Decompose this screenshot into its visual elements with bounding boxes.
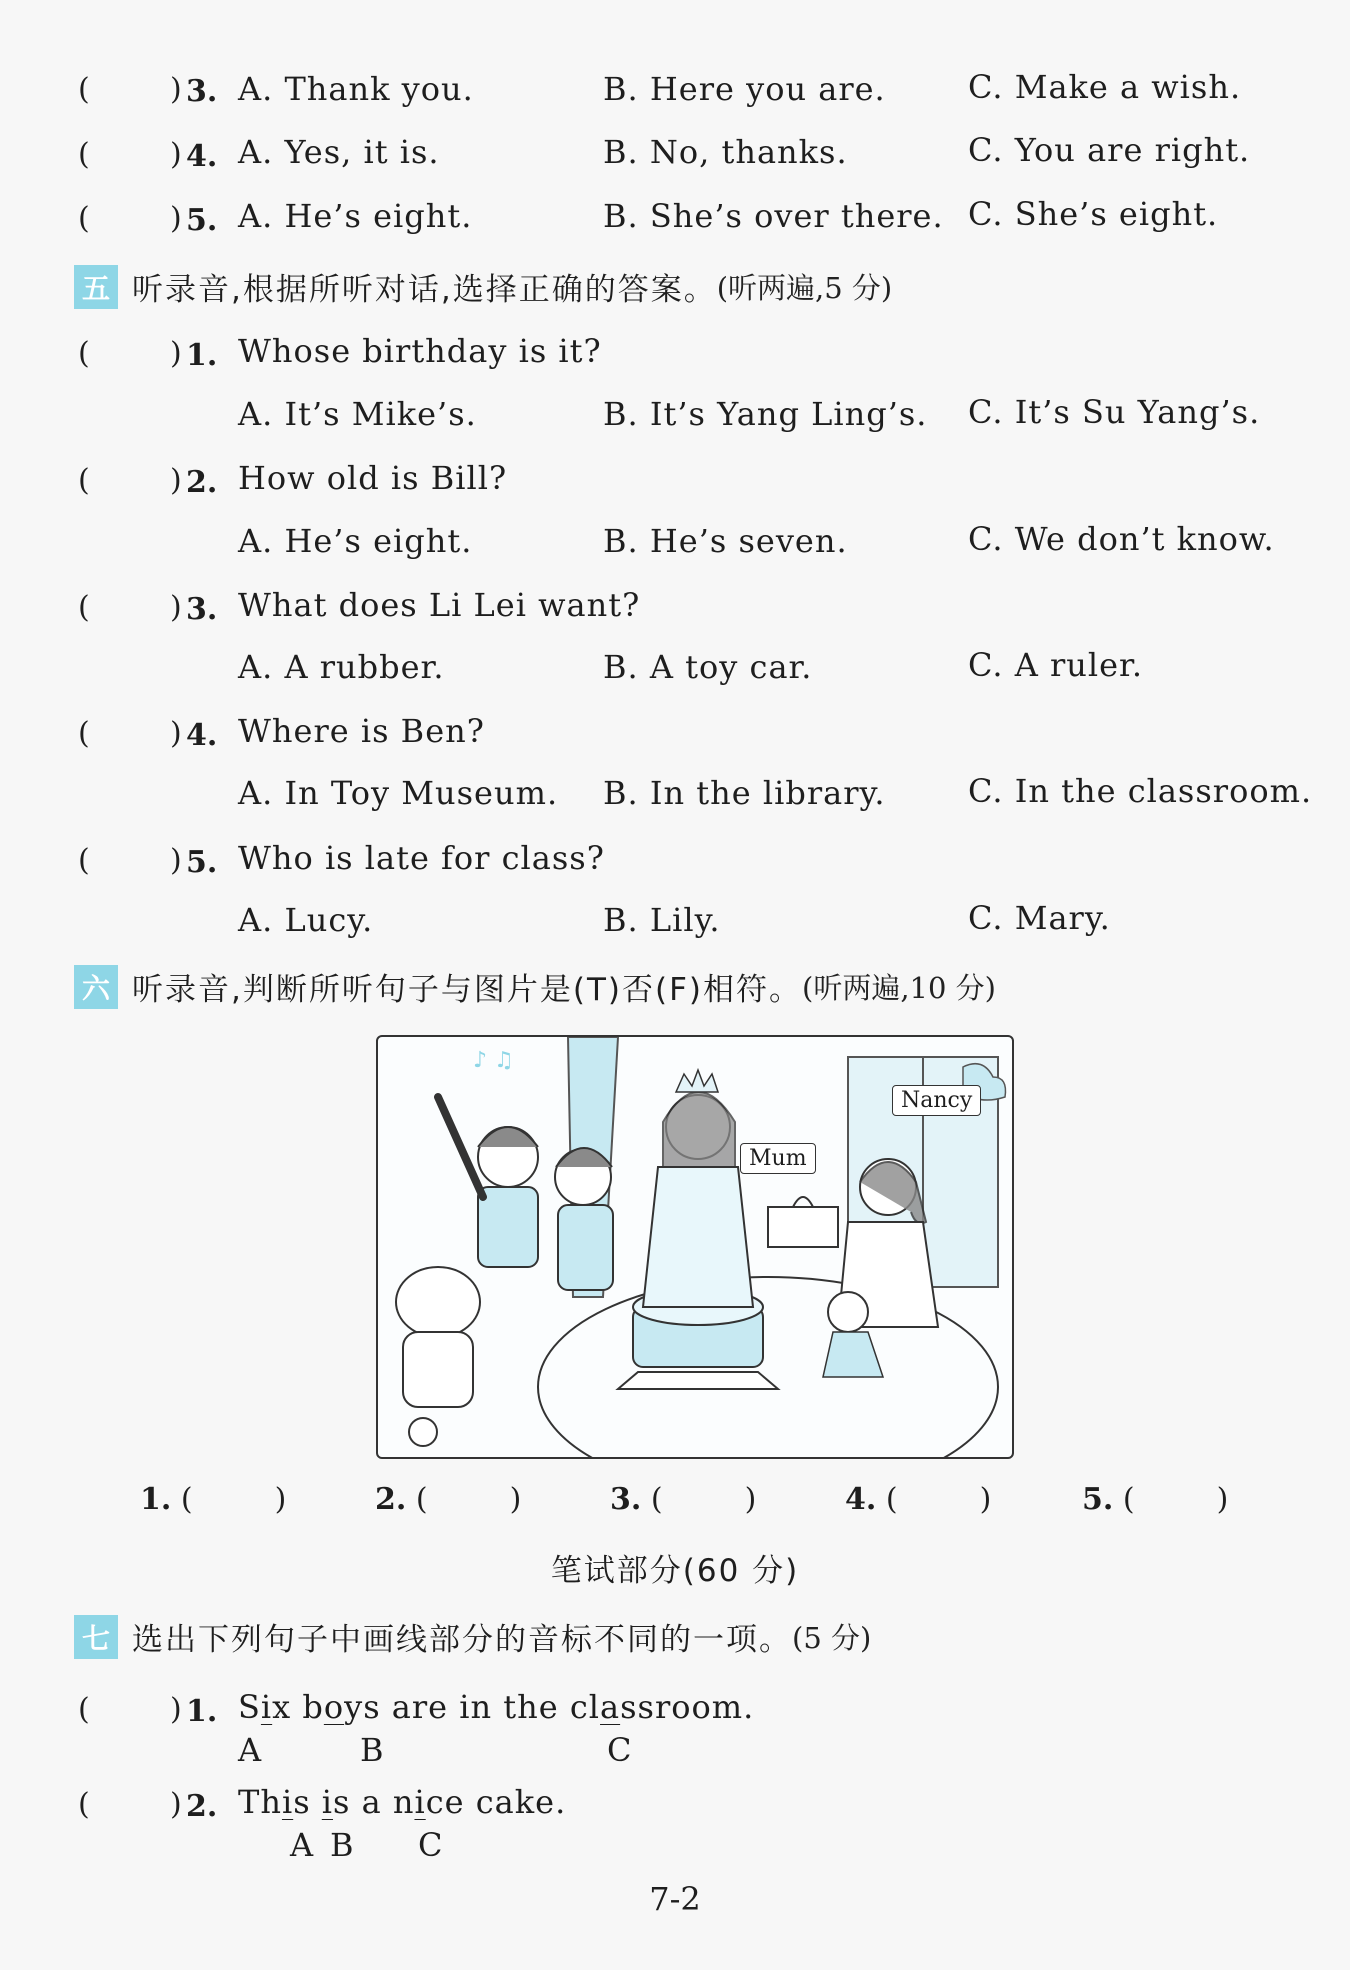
question-number: 4. <box>186 718 218 753</box>
option-b: B. In the library. <box>603 774 886 812</box>
option-c: C. Make a wish. <box>968 68 1242 106</box>
section-number-badge: 五 <box>74 265 118 309</box>
choice-letter-b: B <box>360 1731 384 1769</box>
underlined-letter: a <box>600 1688 621 1726</box>
answer-number: 2. <box>375 1482 407 1517</box>
answer-slot-1[interactable]: 1. ( ) <box>140 1482 287 1517</box>
nancy-label: Nancy <box>892 1085 981 1116</box>
option-c: C. It’s Su Yang’s. <box>968 393 1261 431</box>
option-a: A. Yes, it is. <box>238 133 440 171</box>
option-b: B. She’s over there. <box>603 197 944 235</box>
answer-bracket-close: ) <box>170 1787 182 1822</box>
question-number: 1. <box>186 338 218 373</box>
underlined-letter: i <box>414 1783 426 1821</box>
option-a: A. Thank you. <box>238 70 474 108</box>
answer-bracket-open[interactable]: ( <box>78 201 90 236</box>
option-b: B. It’s Yang Ling’s. <box>603 395 928 433</box>
question-number: 1. <box>186 1694 218 1729</box>
answer-number: 1. <box>140 1482 172 1517</box>
option-b: B. No, thanks. <box>603 133 848 171</box>
section-note: (5 分) <box>792 1621 872 1655</box>
option-a: A. Lucy. <box>238 901 374 939</box>
underlined-letter: i <box>260 1688 273 1726</box>
option-a: A. In Toy Museum. <box>238 774 559 812</box>
section-6-heading <box>74 964 996 1009</box>
answer-bracket-close: ) <box>170 1692 182 1727</box>
section-number-badge: 六 <box>74 965 118 1009</box>
section-5-heading <box>74 264 892 309</box>
underlined-letter: o <box>323 1688 345 1726</box>
question-text: Where is Ben? <box>238 712 485 750</box>
answer-bracket-open[interactable]: ( <box>78 1692 90 1727</box>
question-text: Who is late for class? <box>238 839 605 877</box>
answer-bracket-close: ) <box>170 137 182 172</box>
answer-bracket-open[interactable]: ( <box>78 137 90 172</box>
choice-letter-a: A <box>238 1731 262 1769</box>
question-text: How old is Bill? <box>238 459 508 497</box>
answer-bracket-open[interactable]: ( <box>78 463 90 498</box>
section-title: 选出下列句子中画线部分的音标不同的一项。 <box>132 1622 792 1658</box>
underlined-letter: i <box>321 1783 334 1821</box>
option-c: C. Mary. <box>968 899 1111 937</box>
answer-slot-4[interactable]: 4. ( ) <box>845 1482 992 1517</box>
section-title: 听录音,判断所听句子与图片是(T)否(F)相符。 <box>132 972 802 1008</box>
question-sentence <box>238 1783 566 1821</box>
page-number: 7-2 <box>649 1880 701 1918</box>
party-illustration <box>376 1035 1014 1459</box>
sentence-part: ys are in the cl <box>344 1688 601 1726</box>
option-b: B. A toy car. <box>603 648 813 686</box>
question-text: Whose birthday is it? <box>238 332 602 370</box>
option-c: C. We don’t know. <box>968 520 1275 558</box>
music-note-icon: ♪ ♫ <box>473 1048 514 1073</box>
answer-slot-2[interactable]: 2. ( ) <box>375 1482 522 1517</box>
sentence-part: s a n <box>333 1783 415 1821</box>
option-a: A. It’s Mike’s. <box>238 395 477 433</box>
option-b: B. He’s seven. <box>603 522 848 560</box>
mum-label: Mum <box>740 1143 816 1174</box>
sentence-part: Th <box>238 1783 282 1821</box>
option-a: A. He’s eight. <box>238 522 473 560</box>
choice-letter-c: C <box>418 1826 443 1864</box>
answer-bracket-close: ) <box>170 72 182 107</box>
choice-letter-b: B <box>330 1826 354 1864</box>
section-number-badge: 七 <box>74 1615 118 1659</box>
sentence-part: s <box>293 1783 322 1821</box>
question-number: 2. <box>186 465 218 500</box>
question-number: 4. <box>186 139 218 174</box>
answer-bracket-open[interactable]: ( <box>78 1787 90 1822</box>
option-a: A. A rubber. <box>238 648 445 686</box>
answer-number: 3. <box>610 1482 642 1517</box>
section-title: 听录音,根据所听对话,选择正确的答案。 <box>132 272 717 308</box>
question-number: 3. <box>186 592 218 627</box>
answer-bracket-close: ) <box>170 716 182 751</box>
answer-bracket-open[interactable]: ( <box>78 72 90 107</box>
answer-number: 4. <box>845 1482 877 1517</box>
answer-bracket-close: ) <box>170 201 182 236</box>
option-c: C. She’s eight. <box>968 195 1219 233</box>
sentence-part: ce cake. <box>425 1783 567 1821</box>
question-text: What does Li Lei want? <box>238 586 641 624</box>
section-note: (听两遍,10 分) <box>802 971 996 1005</box>
option-b: B. Lily. <box>603 901 721 939</box>
question-number: 5. <box>186 203 218 238</box>
answer-bracket-close: ) <box>170 843 182 878</box>
option-c: C. In the classroom. <box>968 772 1313 810</box>
answer-bracket-open[interactable]: ( <box>78 336 90 371</box>
answer-slot-3[interactable]: 3. ( ) <box>610 1482 757 1517</box>
written-part-title: 笔试部分(60 分) <box>550 1553 800 1589</box>
sentence-part: x b <box>272 1688 324 1726</box>
sentence-part: ssroom. <box>620 1688 755 1726</box>
answer-slot-5[interactable]: 5. ( ) <box>1082 1482 1229 1517</box>
answer-bracket-close: ) <box>170 590 182 625</box>
section-7-heading <box>74 1614 871 1659</box>
section-note: (听两遍,5 分) <box>716 271 893 305</box>
answer-bracket-open[interactable]: ( <box>78 716 90 751</box>
choice-letter-a: A <box>290 1826 314 1864</box>
question-number: 5. <box>186 845 218 880</box>
option-c: C. A ruler. <box>968 646 1143 684</box>
underlined-letter: i <box>281 1783 294 1821</box>
answer-number: 5. <box>1082 1482 1114 1517</box>
option-a: A. He’s eight. <box>238 197 473 235</box>
question-number: 3. <box>186 74 218 109</box>
option-b: B. Here you are. <box>603 70 886 108</box>
answer-bracket-close: ) <box>170 463 182 498</box>
choice-letter-c: C <box>607 1731 632 1769</box>
answer-bracket-open[interactable]: ( <box>78 843 90 878</box>
answer-bracket-close: ) <box>170 336 182 371</box>
answer-bracket-open[interactable]: ( <box>78 590 90 625</box>
question-sentence <box>238 1688 754 1726</box>
sentence-part: S <box>238 1688 261 1726</box>
option-c: C. You are right. <box>968 131 1251 169</box>
question-number: 2. <box>186 1789 218 1824</box>
